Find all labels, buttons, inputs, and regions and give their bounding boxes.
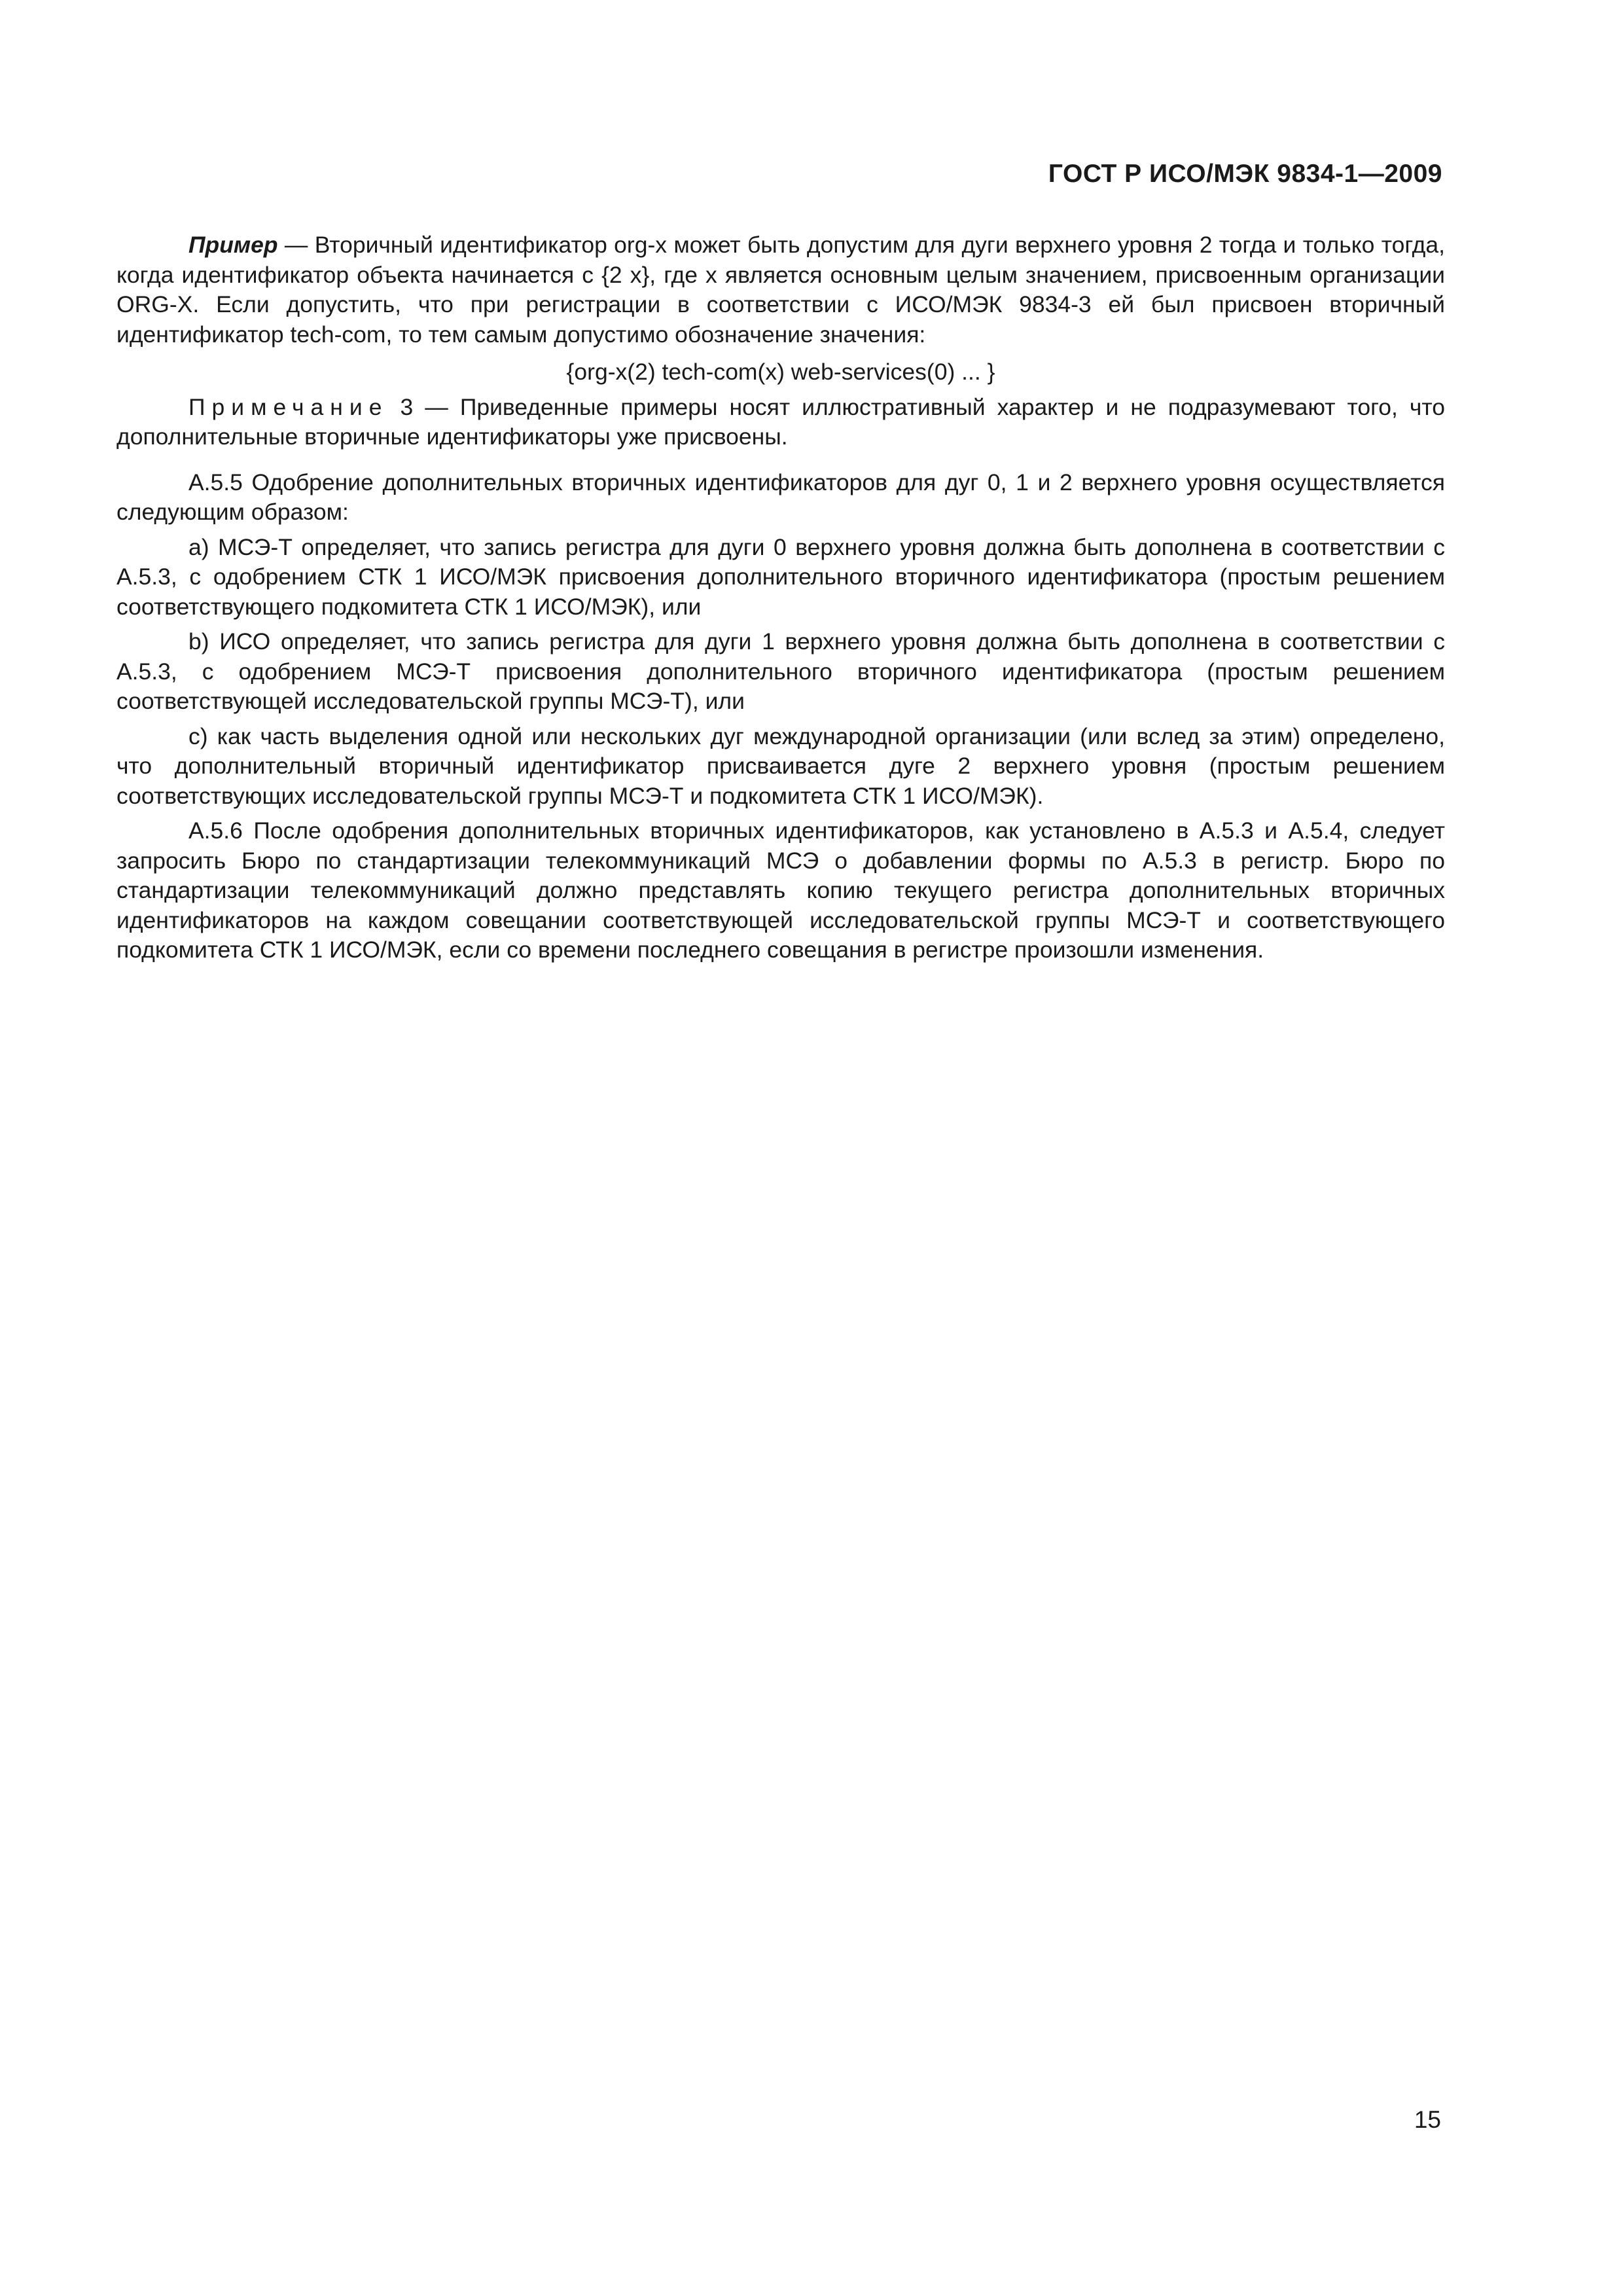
list-item-a: а) МСЭ-Т определяет, что запись регистра для дуги 0 верхнего уровня должна быть дополнена в соответствии с А.5.3, с одобрением СТК 1 ИСО/МЭК присвоения дополнительного вторичного идентификатора (простым решением соответствующего подкомитета СТК 1 ИСО/МЭК), или	[116, 533, 1445, 620]
list-item-b: b) ИСО определяет, что запись регистра для дуги 1 верхнего уровня должна быть дополнена в соответствии с А.5.3, с одобрением МСЭ-Т присвоения дополнительного вторичного идентификатора (простым решением соответствующей исследовательской группы МСЭ-Т), или	[116, 628, 1445, 714]
page-header-standard-id: ГОСТ Р ИСО/МЭК 9834-1—2009	[1048, 160, 1442, 188]
list-item-c: с) как часть выделения одной или нескольких дуг международной организации (или вслед за этим) определено, что дополнительный вторичный идентификатор присваивается дуге 2 верхнего уровня (простым решением соответствующих исследовательской группы МСЭ-Т и подкомитета СТК 1 ИСО/МЭК).	[116, 723, 1445, 809]
note-paragraph	[116, 393, 1445, 452]
page-number: 15	[1414, 2106, 1441, 2133]
note-text: 3 — Приведенные примеры носят иллюстративный характер и не подразумевают того, что дополнительные вторичные идентификаторы уже присвоены.	[116, 393, 1445, 450]
clause-a56: А.5.6 После одобрения дополнительных вторичных идентификаторов, как установлено в А.5.3 и А.5.4, следует запросить Бюро по стандартизации телекоммуникаций МСЭ о добавлении формы по А.5.3 в регистр. Бюро по стандартизации телекоммуникаций должно представлять копию текущего регистра дополнительных вторичных идентификаторов на каждом совещании соответствующей исследовательской группы МСЭ-Т и соответствующего подкомитета СТК 1 ИСО/МЭК, если со времени последнего совещания в регистре произошли изменения.	[116, 817, 1445, 963]
example-text: — Вторичный идентификатор org-x может быть допустим для дуги верхнего уровня 2 тогда и только тогда, когда идентификатор объекта начинается с {2 x}, где x является основным целым значением, присвоенным организации ORG-X. Если допустить, что при регистрации в соответствии с ИСО/МЭК 9834-3 ей был присвоен вторичный идентификатор tech-com, то тем самым допустимо обозначение значения:	[116, 232, 1445, 348]
example-label: Пример	[188, 232, 278, 258]
note-label: Примечание	[188, 393, 389, 420]
example-paragraph	[116, 230, 1445, 350]
document-body	[116, 230, 1445, 965]
clause-a55: А.5.5 Одобрение дополнительных вторичных идентификаторов для дуг 0, 1 и 2 верхнего уровня осуществляется следующим образом:	[116, 469, 1445, 525]
example-formula: {org-x(2) tech-com(x) web-services(0) ... }	[566, 359, 995, 385]
